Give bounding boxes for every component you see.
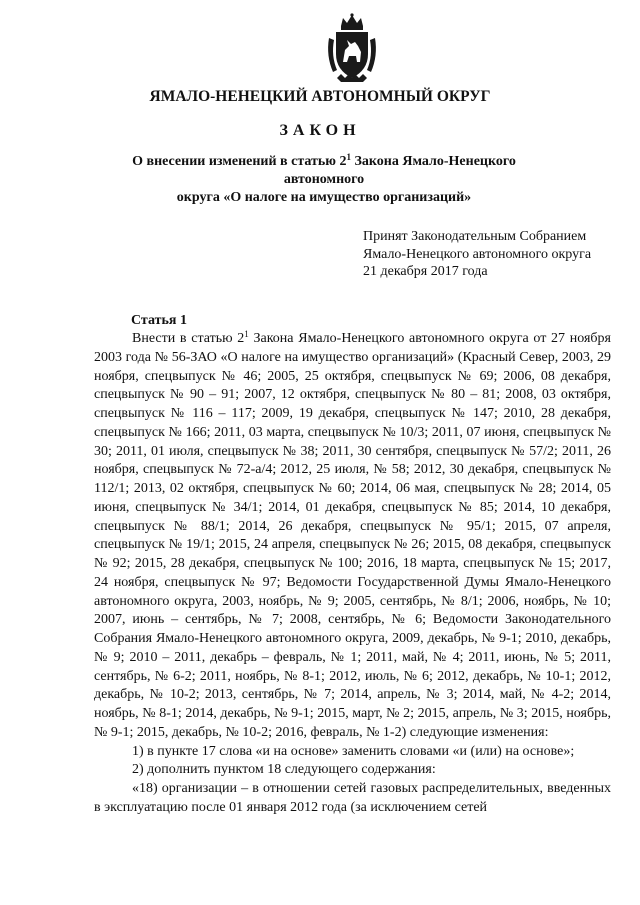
law-title xyxy=(96,153,552,207)
coat-of-arms-icon xyxy=(325,12,379,84)
article-intro-paragraph: Внести в статью $2^1$ Закона Ямало-Ненецкого автономного округа от 27 ноября 2003 года № 56-ЗАО «О налоге на имущество организаций» (Красный Север, 2003, 29 ноября, спецвыпуск № 46; 2005, 25 октября, спецвыпуск № 69; 2006, 08 декабря, спецвыпуск № 90 – 91; 2007, 12 октября, спецвыпуск № 80 – 81; 2008, 03 октября, спецвыпуск № 116 – 117; 2009, 19 декабря, спецвыпуск № 147; 2010, 28 декабря, спецвыпуск № 166; 2011, 03 марта, спецвыпуск № 10/3; 2011, 07 июня, спецвыпуск № 30; 2011, 01 июля, спецвыпуск № 38; 2011, 30 сентября, спецвыпуск № 57/2; 2011, 26 ноября, спецвыпуск № 72-а/4; 2012, 25 июля, № 58; 2012, 30 декабря, спецвыпуск № 112/1; 2013, 02 октября, спецвыпуск № 60; 2014, 06 мая, спецвыпуск № 28; 2014, 05 июня, спецвыпуск № 34/1; 2014, 01 декабря, спецвыпуск № 85; 2014, 10 декабря, спецвыпуск № 88/1; 2014, 26 декабря, спецвыпуск № 95/1; 2015, 07 апреля, спецвыпуск № 19/1; 2015, 24 апреля, спецвыпуск № 26; 2015, 08 декабря, спецвыпуск № 92; 2015, 28 декабря, спецвыпуск № 100; 2016, 18 марта, спецвыпуск № 15; 2017, 24 ноября, спецвыпуск № 97; Ведомости Государственной Думы Ямало-Ненецкого автономного округа, 2003, ноябрь, № 9; 2005, сентябрь, № 8/1; 2006, ноябрь, № 10; 2007, июнь – сентябрь, № 7; 2008, сентябрь, № 6; Ведомости Законодательного Собрания Ямало-Ненецкого автономного округа, 2009, декабрь, № 9-1; 2010, декабрь, № 9; 2010 – 2011, декабрь – февраль, № 1; 2011, май, № 4; 2011, июнь, № 5; 2011, сентябрь, № 6-2; 2011, ноябрь, № 8-1; 2012, июль, № 6; 2012, декабрь, № 10-1; 2012, декабрь, № 10-2; 2013, сентябрь, № 7; 2014, апрель, № 3; 2014, май, № 4-2; 2014, ноябрь, № 8-1; 2014, декабрь, № 9-1; 2015, март, № 2; 2015, апрель, № 3; 2015, ноябрь, № 9-1; 2015, декабрь, № 10-2; 2016, февраль, № 1-2) следующие изменения: xyxy=(94,329,611,740)
amendment-item-1: 1) в пункте 17 слова «и на основе» заменить словами «и (или) на основе»; xyxy=(132,743,575,759)
adoption-note xyxy=(363,228,633,281)
law-title-line-2: округа «О налоге на имущество организаций» xyxy=(176,190,472,205)
document-type: ЗАКОН xyxy=(279,122,361,139)
law-title-line-1: О внесении изменений в статью $2^1$ Закона Ямало-Ненецкого автономного xyxy=(132,152,516,187)
adoption-date: 21 декабря 2017 года xyxy=(363,264,488,280)
amendment-item-18: «18) организации – в отношении сетей газовых распределительных, введенных в эксплуатацию после 01 января 2012 года (за исключением сетей xyxy=(94,781,611,815)
article-body xyxy=(94,330,611,818)
adoption-line-1: Принят Законодательным Собранием xyxy=(363,229,587,244)
article-heading: Статья 1 xyxy=(131,313,187,328)
amendment-item-2: 2) дополнить пунктом 18 следующего содержания: xyxy=(132,762,436,778)
adoption-line-2: Ямало-Ненецкого автономного округа xyxy=(363,246,592,262)
region-name: ЯМАЛО-НЕНЕЦКИЙ АВТОНОМНЫЙ ОКРУГ xyxy=(149,88,491,105)
